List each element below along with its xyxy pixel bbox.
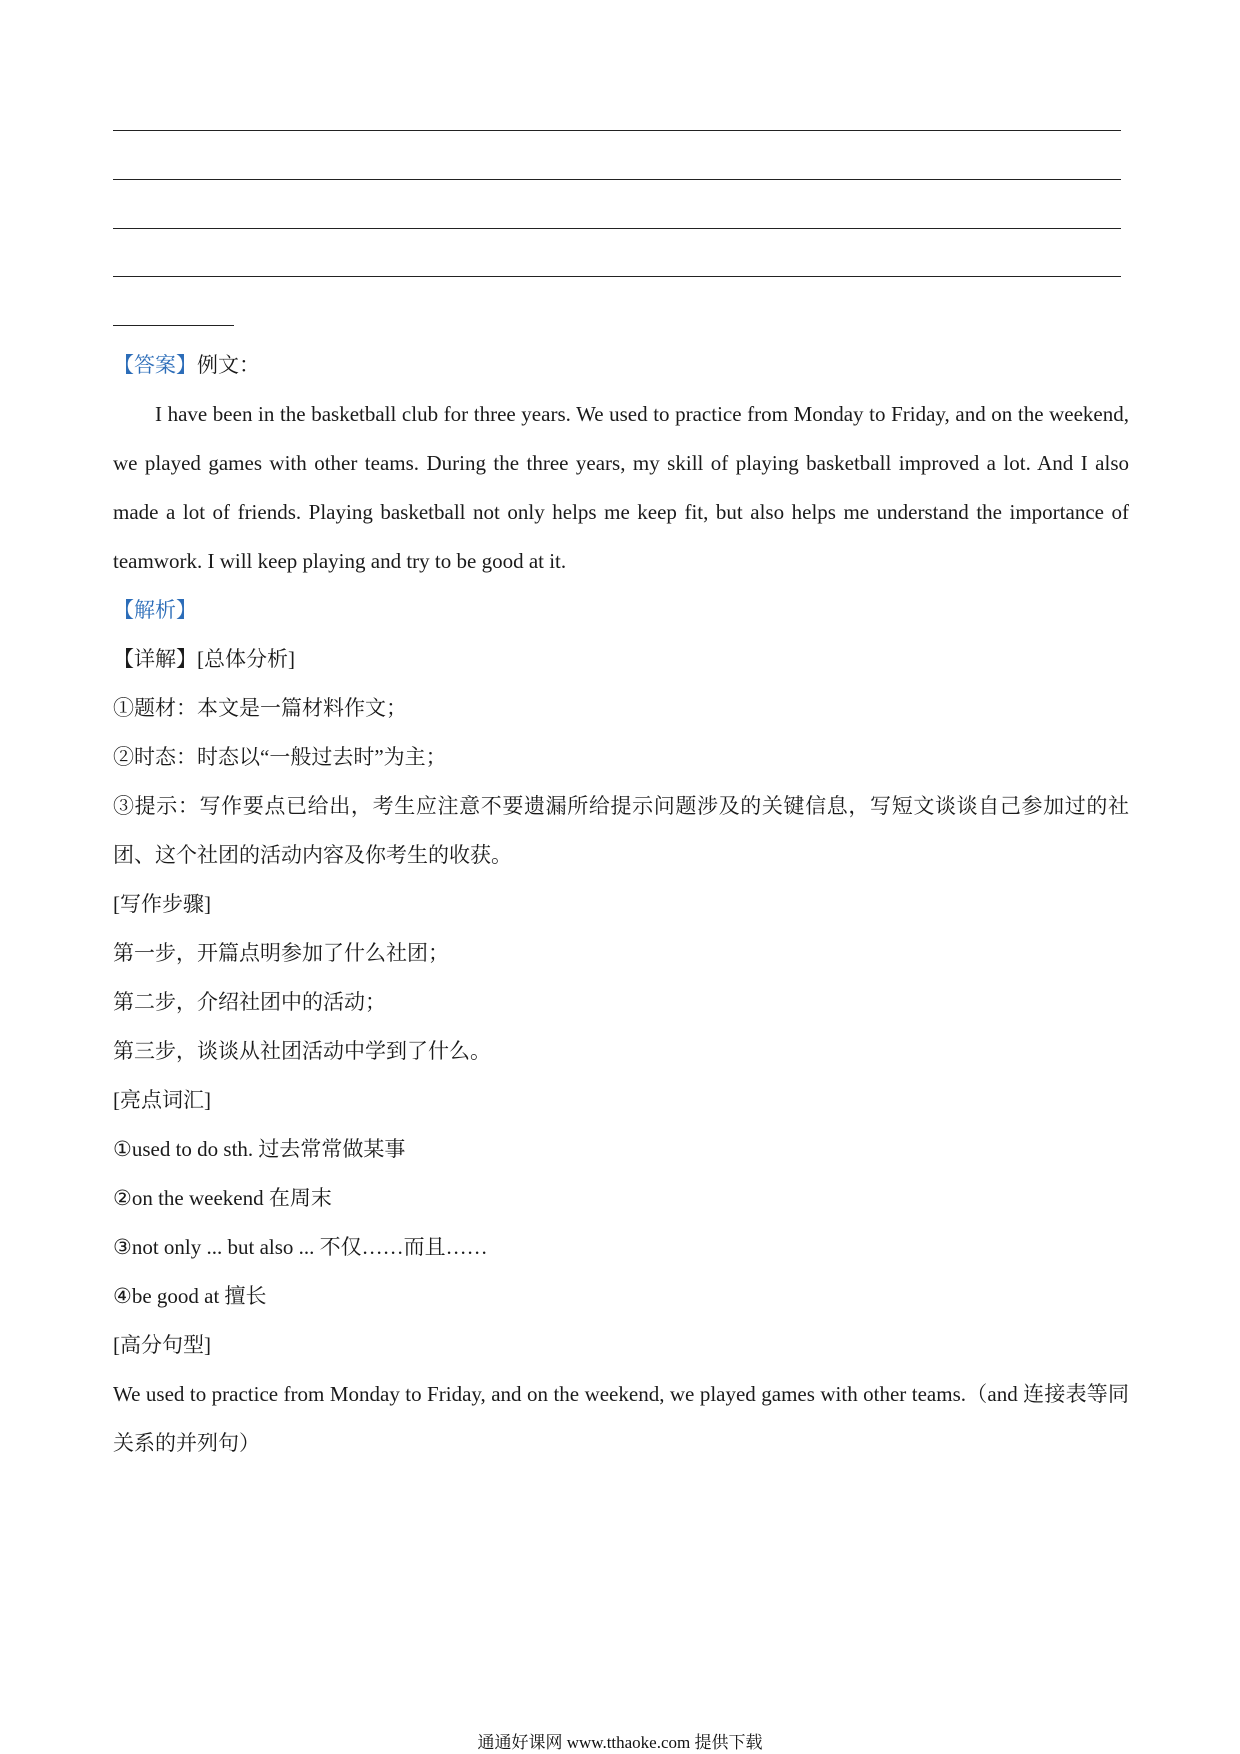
example-essay: I have been in the basketball club for three years. We used to practice from Monday to Friday, and on the weekend, we played games with other teams. During the three years, my skill of playing basketball improved a lot. And I also made a lot of friends. Playing basketball not only helps me keep fit, but also helps me understand the importance of teamwork. I will keep playing and try to be good at it. [113, 402, 1129, 573]
step-item: 第二步，介绍社团中的活动； [113, 990, 386, 1014]
answer-heading [113, 341, 1133, 390]
vocab-heading: [亮点词汇] [113, 1088, 211, 1112]
page-footer: 通通好课网 www.tthaoke.com 提供下载 [477, 1733, 763, 1752]
detail-heading [113, 635, 1133, 684]
blank-answer-line-3 [113, 228, 1121, 229]
overall-item: ③提示：写作要点已给出，考生应注意不要遗漏所给提示问题涉及的关键信息，写短文谈谈自己参加过的社团、这个社团的活动内容及你考生的收获。 [113, 794, 1129, 867]
vocab-item: ④be good at 擅长 [113, 1284, 267, 1308]
steps-heading: [写作步骤] [113, 892, 211, 916]
sentence-item: We used to practice from Monday to Friday, and on the weekend, we played games with other teams.（and 连接表等同关系的并列句） [113, 1382, 1129, 1455]
blank-answer-line-1 [113, 130, 1121, 131]
vocab-item: ③not only ... but also ... 不仅……而且…… [113, 1235, 488, 1259]
overall-heading: [总体分析] [197, 647, 295, 671]
answer-label: 【答案】 [113, 353, 197, 377]
overall-item: ①题材：本文是一篇材料作文； [113, 696, 407, 720]
sentence-heading: [高分句型] [113, 1333, 211, 1357]
vocab-item: ②on the weekend 在周末 [113, 1186, 332, 1210]
blank-answer-line-5 [113, 325, 234, 326]
vocab-item: ①used to do sth. 过去常常做某事 [113, 1137, 406, 1161]
document-body [113, 341, 1133, 1468]
blank-answer-line-2 [113, 179, 1121, 180]
step-item: 第一步，开篇点明参加了什么社团； [113, 941, 449, 965]
analysis-label: 【解析】 [113, 598, 197, 622]
blank-answer-line-4 [113, 276, 1121, 277]
example-label: 例文： [197, 353, 260, 377]
overall-item: ②时态：时态以“一般过去时”为主； [113, 745, 447, 769]
step-item: 第三步，谈谈从社团活动中学到了什么。 [113, 1039, 491, 1063]
detail-label: 【详解】 [113, 647, 197, 671]
